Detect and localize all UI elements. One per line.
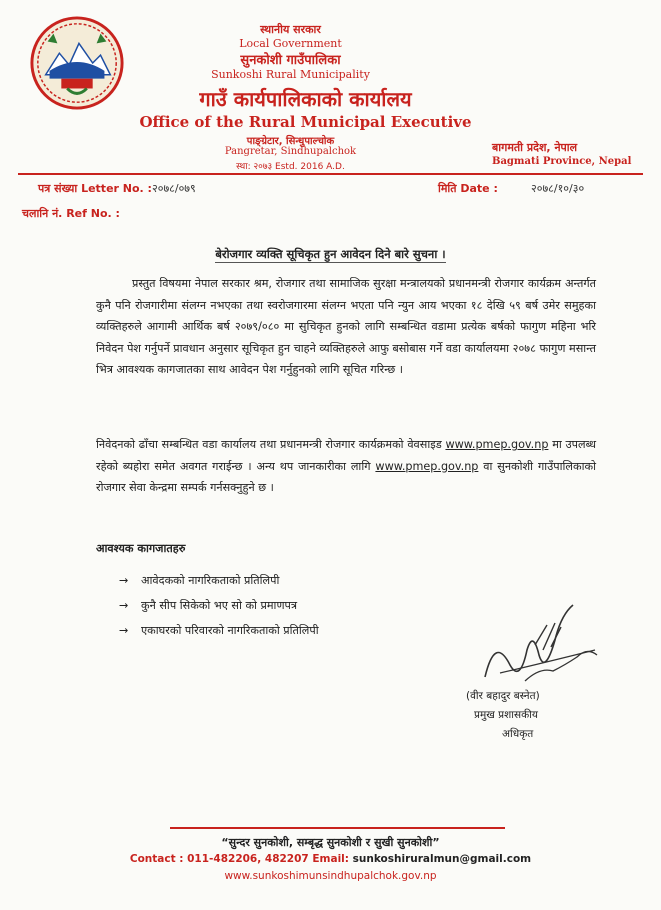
contact-label: Contact : 011-482206, 482207 Email: bbox=[129, 853, 353, 865]
province-en: Bagmati Province, Nepal bbox=[492, 156, 632, 167]
header-en-address: Pangretar, Sindhupalchok bbox=[224, 146, 357, 157]
arrow-right-icon: → bbox=[119, 624, 129, 637]
paragraph-2-part-a: निवेदनको ढाँचा सम्बन्धित वडा कार्यालय तथा प्रधानमन्त्री रोजगार कार्यक्रमको वेवसाइड bbox=[96, 438, 442, 451]
header-np-address: पाङ्ग्रेटार, सिन्धुपाल्चोक bbox=[246, 136, 335, 147]
header-np-local-gov: स्थानीय सरकार bbox=[260, 23, 321, 36]
handwritten-signature bbox=[465, 595, 605, 690]
header-en-office: Office of the Rural Municipal Executive bbox=[139, 113, 472, 131]
signatory-title-line2: अधिकृत bbox=[502, 728, 534, 740]
paragraph-2-part-b: मा उपलब्ध रहेको ब्यहोरा समेत अवगत गराईन्छ । अन्य थप जानकारीका लागि bbox=[96, 438, 597, 473]
footer-divider bbox=[170, 827, 505, 829]
letter-number-value: २०७८/०७९ bbox=[152, 182, 196, 195]
notice-subject-text: बेरोजगार व्यक्ति सूचिकृत हुन आवेदन दिने बारे सुचना । bbox=[215, 247, 446, 261]
document-item-label: आवेदकको नागरिकताको प्रतिलिपी bbox=[141, 574, 280, 587]
document-item bbox=[119, 573, 279, 588]
header-divider bbox=[18, 173, 643, 175]
paragraph-2-part-c: वा सुनकोशी गाउँपालिकाको रोजगार सेवा केन्द्रमा सम्पर्क गर्नसक्नुहुने छ । bbox=[96, 459, 596, 495]
signatory-name: (वीर बहादुर बस्नेत) bbox=[466, 690, 540, 702]
signatory-title-line1: प्रमुख प्रशासकीय bbox=[474, 709, 538, 721]
document-item bbox=[119, 598, 297, 613]
header-np-municipality: सुनकोशी गाउँपालिका bbox=[240, 53, 341, 68]
notice-subject bbox=[0, 247, 661, 262]
letter-number-label: पत्र संख्या Letter No. : bbox=[38, 182, 152, 195]
footer-slogan: “सुन्दर सुनकोशी, सम्बृद्ध सुनकोशी र सुखी सुनकोशी” bbox=[221, 836, 440, 849]
arrow-right-icon: → bbox=[119, 599, 129, 612]
province-np: बागमती प्रदेश, नेपाल bbox=[492, 141, 578, 154]
footer-contact bbox=[0, 853, 661, 865]
document-item-label: एकाघरको परिवारको नागरिकताको प्रतिलिपी bbox=[141, 624, 319, 637]
date-value: २०७८/१०/३० bbox=[531, 182, 585, 195]
date-label: मिति Date : bbox=[438, 182, 498, 195]
pmep-link-2[interactable]: www.pmep.gov.np bbox=[375, 459, 479, 473]
contact-email[interactable]: sunkoshiruralmun@gmail.com bbox=[352, 853, 532, 865]
paragraph-2 bbox=[96, 434, 596, 499]
arrow-right-icon: → bbox=[119, 574, 129, 587]
ref-number-label: चलानि नं. Ref No. : bbox=[22, 207, 120, 220]
footer-website[interactable]: www.sunkoshimunsindhupalchok.gov.np bbox=[224, 870, 437, 882]
document-item bbox=[119, 623, 319, 638]
header-np-office: गाउँ कार्यपालिकाको कार्यालय bbox=[199, 87, 412, 111]
header-en-municipality: Sunkoshi Rural Municipality bbox=[211, 68, 370, 81]
header-en-local-gov: Local Government bbox=[239, 37, 342, 50]
documents-heading: आवश्यक कागजातहरु bbox=[96, 542, 186, 555]
header-established: स्था: २०७३ Estd. 2016 A.D. bbox=[236, 162, 345, 172]
pmep-link-1[interactable]: www.pmep.gov.np bbox=[445, 438, 549, 451]
paragraph-1: प्रस्तुत विषयमा नेपाल सरकार श्रम, रोजगार तथा सामाजिक सुरक्षा मन्त्रालयको प्रधानमन्त्री रोजगार कार्यक्रम अन्तर्गत कुनै पनि रोजगारीमा संलग्न नभएका तथा स्वरोजगारमा संलग्न भएता पनि न्युन आय भएका १८ देखि ५९ बर्ष उमेर समुहका व्यक्तिहरुले आगामी आर्थिक बर्ष २०७९/०८० मा सुचिकृत हुनको लागि सम्बन्धित वडामा प्रत्येक बर्षको फागुण महिना भरि निवेदन पेश गर्नुपर्ने प्रावधान अनुसार सूचिकृत हुन चाहने व्यक्तिहरुले आफु बसोबास गर्ने वडा कार्यालयमा २०७८ फागुण मसान्त भित्र आवश्यक कागजातका साथ आवेदन पेश गर्नुहुनको लागि सूचित गरिन्छ । bbox=[96, 277, 596, 377]
document-item-label: कुनै सीप सिकेको भए सो को प्रमाणपत्र bbox=[141, 599, 298, 612]
